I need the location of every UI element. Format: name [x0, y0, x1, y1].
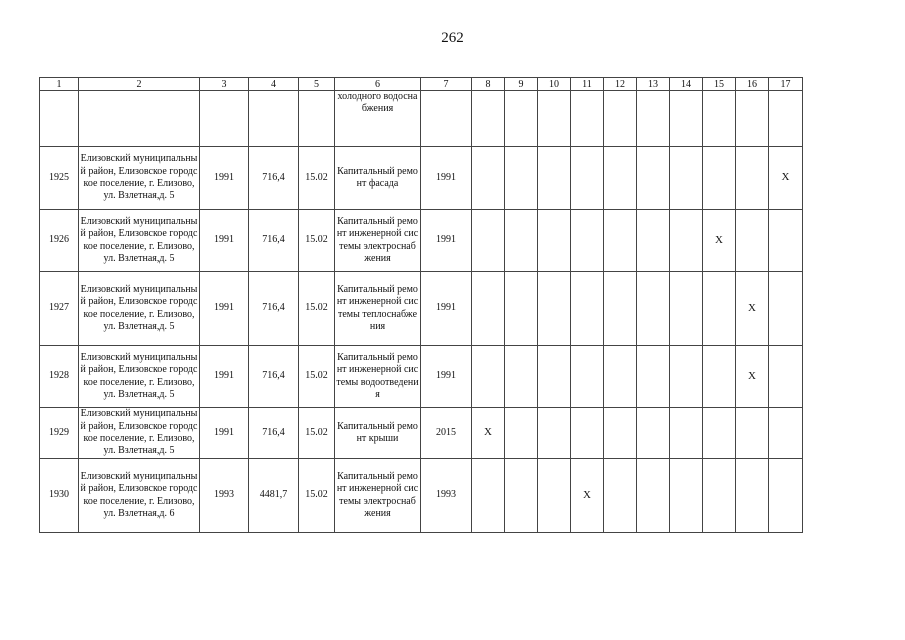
column-header: 15 — [703, 78, 736, 91]
mark-cell — [703, 147, 736, 210]
year-built-cell: 1991 — [200, 346, 249, 408]
mark-cell — [637, 346, 670, 408]
mark-cell — [571, 272, 604, 346]
address-cell: Елизовский муниципальный район, Елизовское городское поселение, г. Елизово, ул. Взлетная,д. 5 — [79, 210, 200, 272]
address-cell: Елизовский муниципальный район, Елизовское городское поселение, г. Елизово, ул. Взлетная,д. 5 — [79, 408, 200, 459]
column-header: 1 — [40, 78, 79, 91]
mark-cell — [571, 459, 604, 533]
mark-cell — [769, 210, 803, 272]
year-repair-cell — [421, 91, 472, 147]
mark-cell — [703, 91, 736, 147]
mark-cell — [472, 147, 505, 210]
work-type-cell: Капитальный ремонт инженерной системы теплоснабжения — [335, 272, 421, 346]
mark-cell — [736, 408, 769, 459]
mark-cell — [604, 272, 637, 346]
mark-cell — [538, 408, 571, 459]
code-cell: 15.02 — [299, 272, 335, 346]
x-mark: X — [715, 233, 723, 246]
mark-cell — [472, 346, 505, 408]
mark-cell — [637, 272, 670, 346]
mark-cell — [637, 147, 670, 210]
address-cell — [79, 91, 200, 147]
table-row — [40, 459, 803, 533]
mark-cell — [769, 346, 803, 408]
work-type-cell: Капитальный ремонт инженерной системы электроснабжения — [335, 459, 421, 533]
area-cell: 716,4 — [249, 272, 299, 346]
mark-cell — [637, 408, 670, 459]
row-number-cell: 1927 — [40, 272, 79, 346]
code-cell: 15.02 — [299, 346, 335, 408]
mark-cell — [670, 408, 703, 459]
column-header: 11 — [571, 78, 604, 91]
mark-cell — [769, 459, 803, 533]
mark-cell — [538, 346, 571, 408]
work-type-cell: Капитальный ремонт крыши — [335, 408, 421, 459]
mark-cell — [736, 459, 769, 533]
mark-cell — [736, 91, 769, 147]
mark-cell — [505, 272, 538, 346]
mark-cell — [472, 459, 505, 533]
mark-cell — [736, 346, 769, 408]
area-cell: 716,4 — [249, 210, 299, 272]
area-cell: 716,4 — [249, 346, 299, 408]
year-built-cell: 1991 — [200, 210, 249, 272]
area-cell: 716,4 — [249, 147, 299, 210]
mark-cell — [505, 147, 538, 210]
code-cell: 15.02 — [299, 408, 335, 459]
mark-cell — [670, 272, 703, 346]
year-repair-cell: 2015 — [421, 408, 472, 459]
continuation-row — [40, 91, 803, 147]
year-built-cell: 1993 — [200, 459, 249, 533]
table-row — [40, 408, 803, 459]
year-repair-cell: 1993 — [421, 459, 472, 533]
area-cell: 4481,7 — [249, 459, 299, 533]
mark-cell — [637, 459, 670, 533]
mark-cell — [505, 210, 538, 272]
mark-cell — [571, 210, 604, 272]
mark-cell — [505, 459, 538, 533]
row-number-cell: 1930 — [40, 459, 79, 533]
mark-cell — [472, 408, 505, 459]
mark-cell — [505, 408, 538, 459]
mark-cell — [670, 210, 703, 272]
column-header: 13 — [637, 78, 670, 91]
row-number-cell: 1929 — [40, 408, 79, 459]
mark-cell — [703, 346, 736, 408]
x-mark: X — [781, 171, 790, 184]
mark-cell — [472, 210, 505, 272]
mark-cell — [736, 210, 769, 272]
year-built-cell: 1991 — [200, 147, 249, 210]
mark-cell — [769, 147, 803, 210]
year-repair-cell: 1991 — [421, 210, 472, 272]
row-number-cell: 1925 — [40, 147, 79, 210]
column-header: 8 — [472, 78, 505, 91]
mark-cell — [538, 272, 571, 346]
column-header: 12 — [604, 78, 637, 91]
mark-cell — [703, 272, 736, 346]
address-cell: Елизовский муниципальный район, Елизовское городское поселение, г. Елизово, ул. Взлетная,д. 6 — [79, 459, 200, 533]
mark-cell — [703, 210, 736, 272]
mark-cell — [538, 91, 571, 147]
mark-cell — [670, 147, 703, 210]
mark-cell — [604, 346, 637, 408]
column-number-header — [40, 78, 803, 91]
mark-cell — [538, 210, 571, 272]
mark-cell — [736, 272, 769, 346]
address-cell: Елизовский муниципальный район, Елизовское городское поселение, г. Елизово, ул. Взлетная,д. 5 — [79, 346, 200, 408]
table-row — [40, 147, 803, 210]
row-number-cell: 1926 — [40, 210, 79, 272]
mark-cell — [637, 210, 670, 272]
mark-cell — [670, 91, 703, 147]
column-header: 14 — [670, 78, 703, 91]
mark-cell — [670, 459, 703, 533]
column-header: 9 — [505, 78, 538, 91]
mark-cell — [538, 147, 571, 210]
year-repair-cell: 1991 — [421, 272, 472, 346]
mark-cell — [736, 147, 769, 210]
column-header: 17 — [769, 78, 803, 91]
work-type-cell: Капитальный ремонт инженерной системы электроснабжения — [335, 210, 421, 272]
mark-cell — [472, 272, 505, 346]
x-mark: X — [583, 488, 591, 501]
code-cell: 15.02 — [299, 459, 335, 533]
column-header: 10 — [538, 78, 571, 91]
column-header: 7 — [421, 78, 472, 91]
row-number-cell — [40, 91, 79, 147]
year-built-cell: 1991 — [200, 272, 249, 346]
area-cell: 716,4 — [249, 408, 299, 459]
page-number: 262 — [441, 30, 464, 46]
mark-cell — [604, 210, 637, 272]
mark-cell — [538, 459, 571, 533]
mark-cell — [571, 408, 604, 459]
row-number-cell: 1928 — [40, 346, 79, 408]
work-type-cell: Капитальный ремонт инженерной системы водоотведения — [335, 346, 421, 408]
address-cell: Елизовский муниципальный район, Елизовское городское поселение, г. Елизово, ул. Взлетная,д. 5 — [79, 272, 200, 346]
x-mark: X — [748, 301, 756, 314]
repair-schedule-table — [39, 77, 803, 533]
mark-cell — [571, 147, 604, 210]
code-cell — [299, 91, 335, 147]
mark-cell — [703, 408, 736, 459]
mark-cell — [472, 91, 505, 147]
year-built-cell — [200, 91, 249, 147]
work-type-cell: холодного водоснабжения — [335, 91, 421, 147]
table-row — [40, 210, 803, 272]
mark-cell — [769, 408, 803, 459]
column-header: 2 — [79, 78, 200, 91]
mark-cell — [604, 459, 637, 533]
code-cell: 15.02 — [299, 210, 335, 272]
mark-cell — [703, 459, 736, 533]
mark-cell — [769, 91, 803, 147]
year-repair-cell: 1991 — [421, 346, 472, 408]
x-mark: X — [484, 426, 492, 439]
mark-cell — [637, 91, 670, 147]
mark-cell — [571, 91, 604, 147]
mark-cell — [604, 147, 637, 210]
column-header: 5 — [299, 78, 335, 91]
table-row — [40, 272, 803, 346]
address-cell: Елизовский муниципальный район, Елизовское городское поселение, г. Елизово, ул. Взлетная,д. 5 — [79, 147, 200, 210]
table-row — [40, 346, 803, 408]
mark-cell — [604, 91, 637, 147]
column-header: 16 — [736, 78, 769, 91]
code-cell: 15.02 — [299, 147, 335, 210]
work-type-cell: Капитальный ремонт фасада — [335, 147, 421, 210]
column-header: 6 — [335, 78, 421, 91]
mark-cell — [505, 91, 538, 147]
year-built-cell: 1991 — [200, 408, 249, 459]
mark-cell — [571, 346, 604, 408]
area-cell — [249, 91, 299, 147]
mark-cell — [670, 346, 703, 408]
mark-cell — [505, 346, 538, 408]
column-header: 4 — [249, 78, 299, 91]
year-repair-cell: 1991 — [421, 147, 472, 210]
x-mark: X — [748, 369, 756, 382]
mark-cell — [604, 408, 637, 459]
mark-cell — [769, 272, 803, 346]
column-header: 3 — [200, 78, 249, 91]
